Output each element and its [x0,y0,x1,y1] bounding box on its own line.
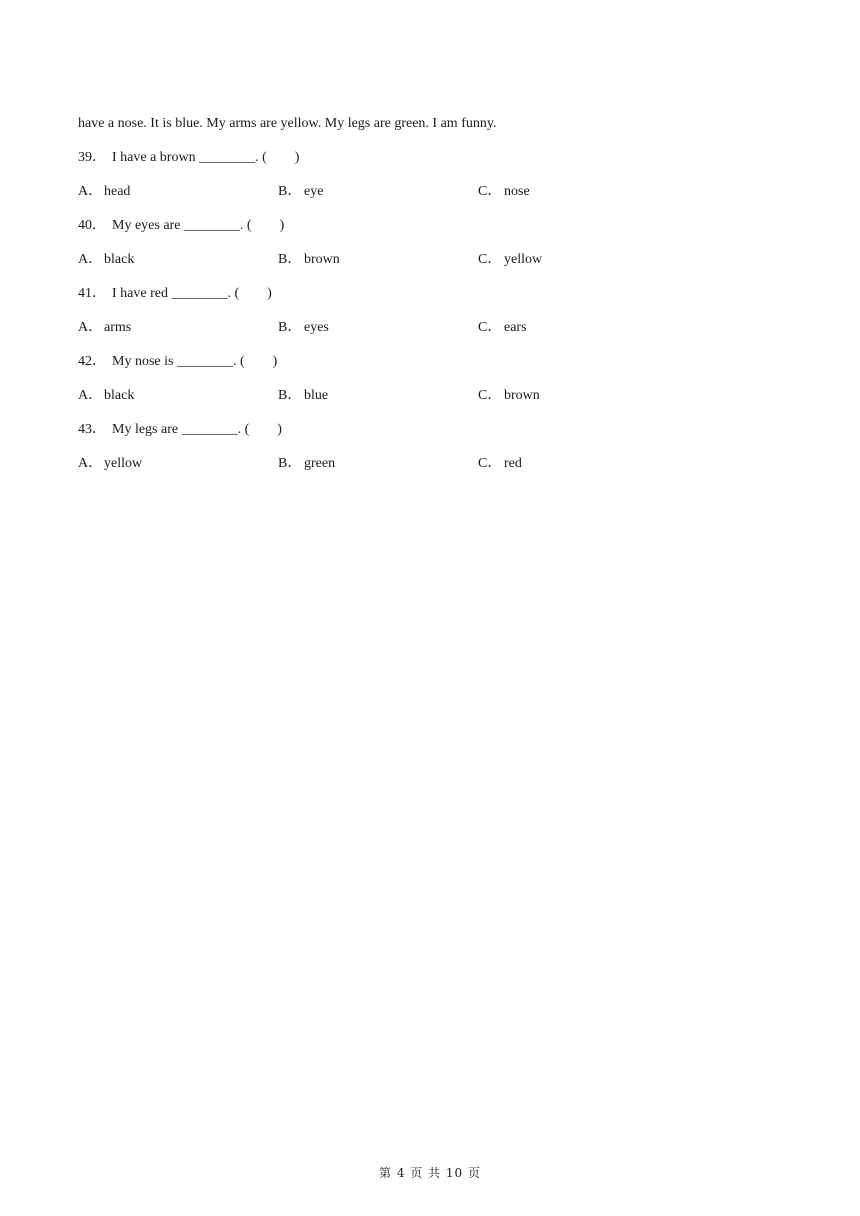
question-text: My eyes are ________. ( ) [112,218,285,233]
question-39 [78,147,778,203]
option-letter: A． [78,184,103,199]
option-text: red [504,456,522,471]
option-letter: B． [278,388,302,403]
option-letter: A． [78,252,103,267]
question-number: 42． [78,354,106,369]
question-42 [78,351,778,407]
question-stem [78,283,778,305]
option-b [278,453,478,475]
question-41 [78,283,778,339]
option-letter: B． [278,456,302,471]
question-text: I have red ________. ( ) [112,286,272,301]
question-number: 40． [78,218,106,233]
option-b [278,181,478,203]
options-row [78,385,778,407]
option-text: black [104,388,135,403]
option-c [478,385,678,407]
option-letter: A． [78,388,103,403]
options-row [78,317,778,339]
option-text: blue [304,388,329,403]
options-row [78,181,778,203]
question-stem [78,147,778,169]
option-c [478,181,678,203]
page-footer: 第 4 页 共 10 页 [379,1166,481,1180]
option-letter: B． [278,184,302,199]
option-text: arms [104,320,132,335]
option-a [78,249,278,271]
question-text: My nose is ________. ( ) [112,354,278,369]
option-letter: C． [478,388,502,403]
option-letter: A． [78,456,103,471]
options-row [78,249,778,271]
option-b [278,249,478,271]
option-text: green [304,456,336,471]
option-letter: B． [278,320,302,335]
question-stem [78,215,778,237]
options-row [78,453,778,475]
option-text: black [104,252,135,267]
option-letter: C． [478,252,502,267]
option-letter: B． [278,252,302,267]
question-text: I have a brown ________. ( ) [112,150,300,165]
option-letter: C． [478,184,502,199]
question-number: 39． [78,150,106,165]
option-a [78,317,278,339]
option-text: head [104,184,131,199]
option-text: eye [304,184,324,199]
option-text: nose [504,184,530,199]
question-number: 41． [78,286,106,301]
question-40 [78,215,778,271]
option-b [278,317,478,339]
option-a [78,385,278,407]
option-text: eyes [304,320,329,335]
question-stem [78,351,778,373]
passage-text: have a nose. It is blue. My arms are yellow. My legs are green. I am funny. [78,116,497,131]
option-text: brown [304,252,340,267]
option-a [78,453,278,475]
option-letter: A． [78,320,103,335]
question-section [78,113,778,487]
option-c [478,317,678,339]
option-letter: C． [478,320,502,335]
option-text: ears [504,320,527,335]
option-c [478,453,678,475]
option-c [478,249,678,271]
question-43 [78,419,778,475]
question-stem [78,419,778,441]
option-text: yellow [504,252,543,267]
option-b [278,385,478,407]
question-number: 43． [78,422,106,437]
option-text: brown [504,388,540,403]
question-text: My legs are ________. ( ) [112,422,282,437]
option-text: yellow [104,456,143,471]
option-a [78,181,278,203]
option-letter: C． [478,456,502,471]
